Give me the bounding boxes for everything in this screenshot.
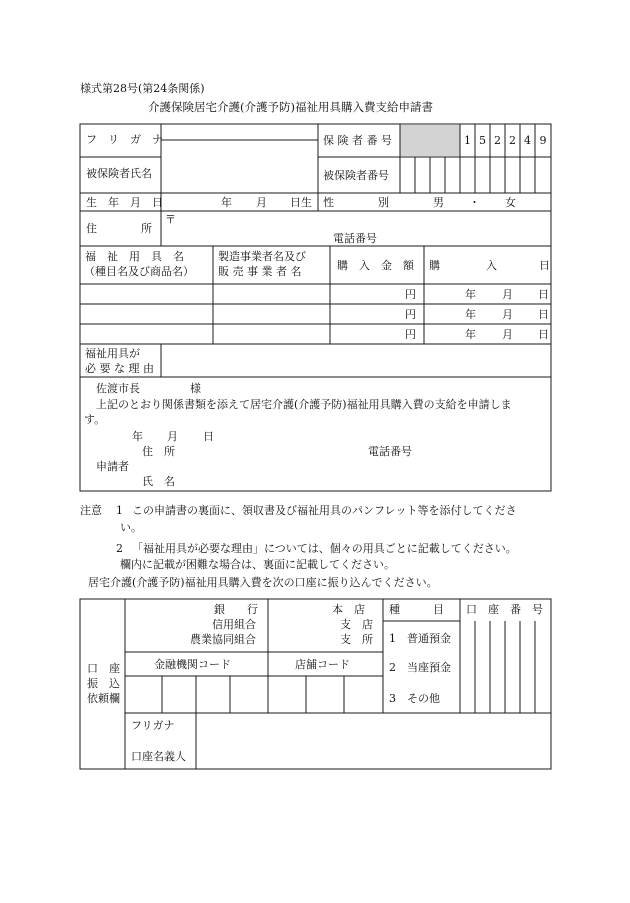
financial-institution-code-label: 金融機関コード — [154, 658, 231, 671]
applicant-label: 申請者 — [96, 460, 129, 473]
transfer-instruction: 居宅介護(介護予防)福祉用具購入費を次の口座に振り込んでください。 — [88, 576, 438, 589]
account-type-option[interactable]: 1 普通預金 — [389, 632, 451, 645]
form-title: 介護保険居宅介護(介護予防)福祉用具購入費支給申請書 — [148, 100, 433, 114]
equipment-name-header: 福 祉 用 具 名 — [85, 250, 184, 263]
account-side-label: 振 込 — [87, 677, 120, 690]
insurer-digit: 9 — [539, 134, 547, 147]
equipment-name-field[interactable] — [81, 285, 212, 303]
equipment-name-field[interactable] — [81, 305, 212, 323]
purchase-date-header: 入 — [486, 259, 497, 272]
declaration-text: す。 — [84, 413, 106, 426]
declaration-year: 年 — [132, 430, 143, 443]
address-field[interactable] — [180, 212, 550, 232]
applicant-name-label: 氏 名 — [142, 475, 175, 488]
reason-label: 福祉用具が — [85, 347, 140, 360]
bank-type-label: 銀 行 — [214, 603, 258, 616]
note-1-number: 1 — [116, 504, 123, 517]
applicant-address-label: 住 所 — [142, 445, 175, 458]
phone-label: 電話番号 — [333, 232, 377, 245]
bank-name-field[interactable] — [126, 600, 212, 651]
year-unit: 年 — [465, 288, 476, 301]
seller-field[interactable] — [214, 325, 329, 343]
applicant-phone-label: 電話番号 — [368, 445, 412, 458]
month-unit: 月 — [502, 288, 513, 301]
day-unit: 日 — [538, 288, 549, 301]
insured-number-label: 被保険者番号 — [323, 169, 389, 182]
sex-separator: ・ — [469, 196, 480, 209]
birth-year-unit: 年 — [221, 196, 232, 209]
equipment-name-subheader: （種目名及び商品名） — [84, 265, 194, 278]
account-side-label: 口 座 — [87, 662, 120, 675]
applicant-address-field[interactable] — [190, 443, 360, 459]
purchase-date-header: 日 — [539, 259, 550, 272]
year-unit: 年 — [465, 308, 476, 321]
account-type-header: 種 目 — [389, 603, 444, 616]
account-number-field[interactable] — [461, 622, 550, 712]
insured-number-field[interactable] — [401, 158, 550, 192]
account-number-header: 口 座 番 号 — [466, 603, 543, 616]
agri-coop-label: 農業協同組合 — [190, 633, 256, 646]
furigana-field[interactable] — [162, 125, 317, 140]
note-2-text: 欄内に記載が困難な場合は、裏面に記載してください。 — [120, 558, 395, 571]
reason-field[interactable] — [162, 345, 550, 376]
note-2-number: 2 — [116, 542, 123, 555]
note-1-text: この申請書の裏面に、領収書及び福祉用具のパンフレット等を添付してくださ — [132, 504, 517, 517]
reason-label: 必 要 な 理 由 — [85, 362, 154, 375]
month-unit: 月 — [502, 308, 513, 321]
seller-header: 販 売 事 業 者 名 — [218, 265, 302, 278]
insured-name-field[interactable] — [162, 141, 317, 192]
account-side-label: 依頼欄 — [87, 692, 120, 705]
head-office-label: 本 店 — [332, 603, 365, 616]
manufacturer-header: 製造事業者名及び — [218, 250, 306, 263]
yen-unit: 円 — [405, 328, 416, 341]
declaration-text: 上記のとおり関係書類を添えて居宅介護(介護予防)福祉用具購入費の支給を申請しま — [96, 398, 512, 411]
purchase-amount-header: 購 入 金 額 — [337, 259, 414, 272]
insurer-digit: 5 — [479, 134, 486, 147]
birthdate-label: 生 年 月 日 — [86, 196, 163, 209]
day-unit: 日 — [538, 328, 549, 341]
insurer-shaded-cell — [400, 125, 460, 156]
yen-unit: 円 — [405, 288, 416, 301]
sex-male-option[interactable]: 男 — [433, 196, 444, 209]
yen-unit: 円 — [405, 308, 416, 321]
birth-month-unit: 月 — [256, 196, 267, 209]
insured-name-label: 被保険者氏名 — [86, 167, 152, 180]
equipment-name-field[interactable] — [81, 325, 212, 343]
declaration-month: 月 — [167, 430, 178, 443]
account-holder-label: 口座名義人 — [131, 750, 186, 763]
insurer-digit: 1 — [464, 134, 471, 147]
branch-place-label: 支 所 — [340, 633, 373, 646]
credit-union-label: 信用組合 — [212, 618, 256, 631]
branch-office-label: 支 店 — [340, 618, 373, 631]
insurer-number-label: 保 険 者 番 号 — [323, 134, 392, 147]
purchase-date-header: 購 — [429, 259, 440, 272]
account-type-option[interactable]: 2 当座預金 — [389, 661, 451, 674]
address-label: 住 所 — [86, 222, 152, 235]
notes-label: 注意 — [80, 504, 102, 517]
birth-day-unit: 日生 — [290, 196, 312, 209]
month-unit: 月 — [502, 328, 513, 341]
seller-field[interactable] — [214, 305, 329, 323]
account-type-option[interactable]: 3 その他 — [389, 692, 440, 705]
form-number: 様式第28号(第24条関係) — [80, 82, 205, 95]
insurer-digit: 2 — [494, 134, 501, 147]
day-unit: 日 — [538, 308, 549, 321]
note-2-text: 「福祉用具が必要な理由」については、個々の用具ごとに記載してください。 — [132, 542, 517, 555]
insurer-digit: 2 — [509, 134, 516, 147]
branch-name-field[interactable] — [269, 600, 329, 651]
sex-female-option[interactable]: 女 — [505, 196, 516, 209]
honorific: 様 — [190, 382, 201, 395]
note-1-text: い。 — [120, 521, 142, 534]
code-digit-fields[interactable] — [126, 677, 382, 712]
postal-mark: 〒 — [165, 213, 176, 226]
sex-label: 性 別 — [323, 196, 389, 209]
branch-code-label: 店舗コード — [295, 658, 350, 671]
furigana-label: フ リ ガ ナ — [86, 133, 163, 146]
applicant-name-field[interactable] — [190, 473, 490, 489]
insurer-digit: 4 — [524, 134, 531, 147]
declaration-day: 日 — [203, 430, 214, 443]
seller-field[interactable] — [214, 285, 329, 303]
account-holder-field[interactable] — [197, 714, 550, 768]
addressee: 佐渡市長 — [96, 382, 140, 395]
year-unit: 年 — [465, 328, 476, 341]
holder-furigana-label: フリガナ — [131, 719, 175, 732]
